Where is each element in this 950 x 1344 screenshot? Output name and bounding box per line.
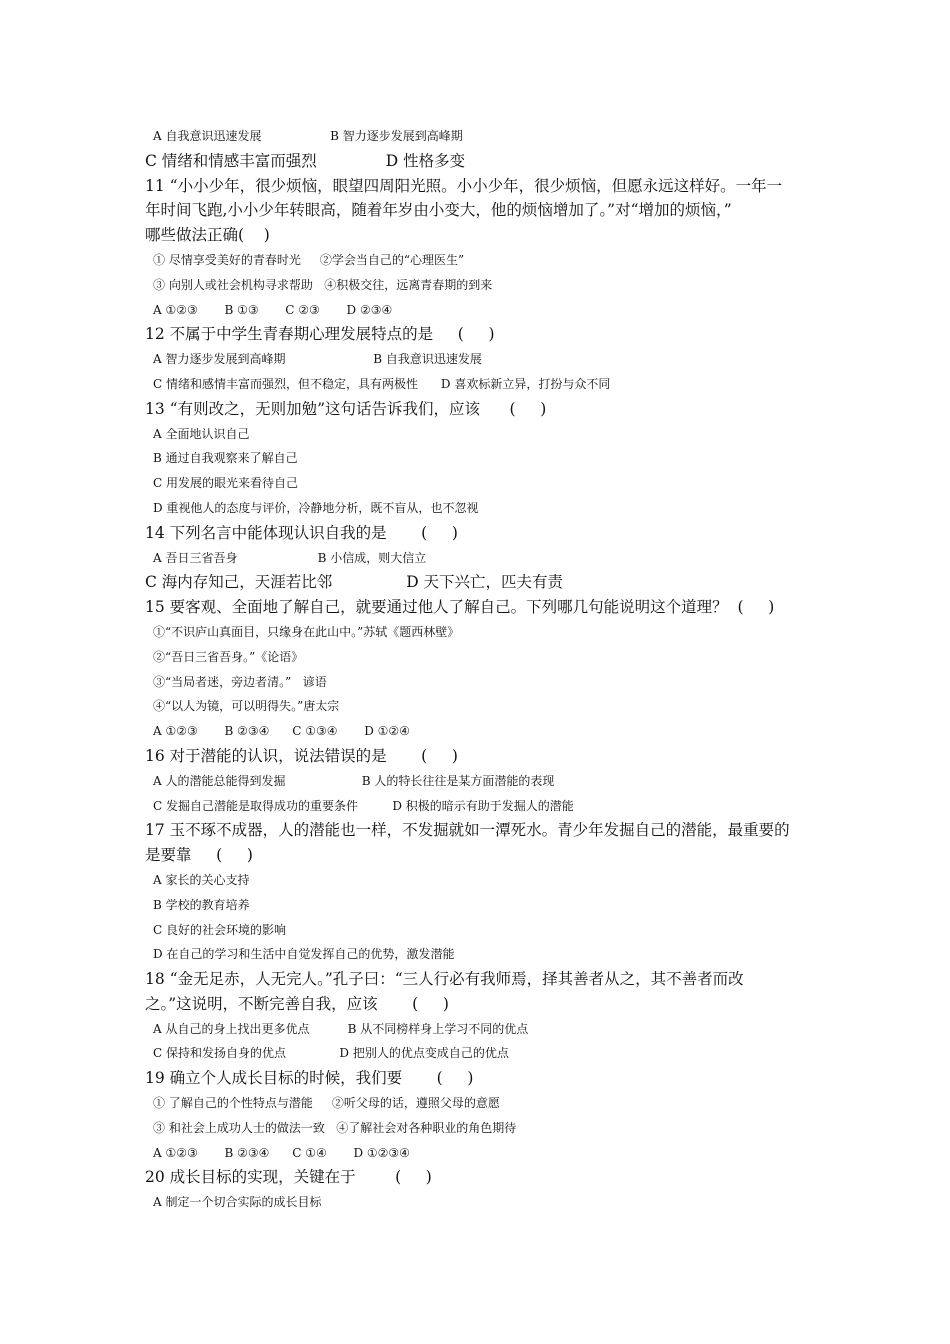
q15-quote-4: ④“以人为镜，可以明得失。”唐太宗 bbox=[153, 699, 340, 714]
q20-option-a: A 制定一个切合实际的成长目标 bbox=[153, 1195, 322, 1210]
q18-stem-line-2: 之。”这说明，不断完善自我，应该 ( ) bbox=[145, 994, 449, 1013]
q11-stem-line-3: 哪些做法正确( ) bbox=[145, 226, 270, 245]
q14-stem: 14 下列名言中能体现认识自我的是 ( ) bbox=[145, 523, 458, 542]
q15-options: A ①②③ B ②③④ C ①③④ D ①②④ bbox=[153, 724, 410, 739]
q17-stem-line-1: 17 玉不琢不成器，人的潜能也一样，不发掘就如一潭死水。青少年发掘自己的潜能，最重要的 bbox=[145, 821, 790, 840]
q18-option-cd: C 保持和发扬自身的优点 D 把别人的优点变成自己的优点 bbox=[153, 1046, 509, 1061]
q17-option-c: C 良好的社会环境的影响 bbox=[153, 922, 286, 937]
q15-quote-3: ③“当局者迷，旁边者清。” 谚语 bbox=[153, 674, 327, 689]
q15-quote-2: ②“吾日三省吾身。”《论语》 bbox=[153, 649, 304, 664]
q14-option-ab: A 吾日三省吾身 B 小信成，则大信立 bbox=[153, 550, 427, 565]
q10-option-ab: A 自我意识迅速发展 B 智力逐步发展到高峰期 bbox=[153, 129, 463, 143]
q11-stem-line-1: 11 “小小少年，很少烦恼，眼望四周阳光照。小小少年，很少烦恼，但愿永远这样好。一年一 bbox=[145, 176, 783, 195]
q19-stem: 19 确立个人成长目标的时候，我们要 ( ) bbox=[145, 1069, 474, 1088]
q15-stem: 15 要客观、全面地了解自己，就要通过他人了解自己。下列哪几句能说明这个道理？ ( ) bbox=[145, 598, 775, 617]
q11-stem-line-2: 年时间飞跑,小小少年转眼高，随着年岁由小变大，他的烦恼增加了。”对“增加的烦恼，” bbox=[145, 201, 732, 220]
q19-choices-34: ③ 和社会上成功人士的做法一致 ④了解社会对各种职业的角色期待 bbox=[153, 1120, 517, 1135]
q16-option-ab: A 人的潜能总能得到发掘 B 人的特长往往是某方面潜能的表现 bbox=[153, 773, 555, 788]
q13-option-b: B 通过自我观察来了解自己 bbox=[153, 451, 298, 466]
q13-option-c: C 用发展的眼光来看待自己 bbox=[153, 476, 298, 491]
q17-option-b: B 学校的教育培养 bbox=[153, 897, 250, 912]
q14-option-cd: C 海内存知己，天涯若比邻 D 天下兴亡，匹夫有责 bbox=[145, 573, 564, 592]
q12-stem: 12 不属于中学生青春期心理发展特点的是 ( ) bbox=[145, 325, 495, 344]
q18-option-ab: A 从自己的身上找出更多优点 B 从不同榜样身上学习不同的优点 bbox=[153, 1021, 529, 1036]
q11-choices-12: ① 尽情享受美好的青春时光 ②学会当自己的“心理医生” bbox=[153, 252, 465, 267]
q18-stem-line-1: 18 “金无足赤，人无完人。”孔子曰：“三人行必有我师焉，择其善者从之，其不善者而改 bbox=[145, 970, 744, 989]
q11-options: A ①②③ B ①③ C ②③ D ②③④ bbox=[153, 302, 393, 317]
q20-stem: 20 成长目标的实现，关键在于 ( ) bbox=[145, 1168, 432, 1187]
q17-stem-line-2: 是要靠 ( ) bbox=[145, 846, 253, 865]
q17-option-a: A 家长的关心支持 bbox=[153, 872, 250, 887]
document-page bbox=[145, 124, 810, 1215]
q19-options: A ①②③ B ②③④ C ①④ D ①②③④ bbox=[153, 1145, 410, 1160]
q19-choices-12: ① 了解自己的个性特点与潜能 ②听父母的话，遵照父母的意愿 bbox=[153, 1096, 500, 1111]
q10-option-cd: C 情绪和情感丰富而强烈 D 性格多变 bbox=[145, 151, 466, 170]
q16-option-cd: C 发掘自己潜能是取得成功的重要条件 D 积极的暗示有助于发掘人的潜能 bbox=[153, 798, 574, 813]
q13-option-d: D 重视他人的态度与评价，冷静地分析，既不盲从，也不忽视 bbox=[153, 500, 479, 515]
q13-option-a: A 全面地认识自己 bbox=[153, 426, 250, 441]
q12-option-ab: A 智力逐步发展到高峰期 B 自我意识迅速发展 bbox=[153, 352, 482, 367]
q15-quote-1: ①“不识庐山真面目，只缘身在此山中。”苏轼《题西林壁》 bbox=[153, 624, 460, 639]
q11-choices-34: ③ 向别人或社会机构寻求帮助 ④积极交往，远离青春期的到来 bbox=[153, 277, 493, 292]
q12-option-cd: C 情绪和感情丰富而强烈，但不稳定，具有两极性 D 喜欢标新立异，打扮与众不同 bbox=[153, 376, 611, 391]
q17-option-d: D 在自己的学习和生活中自觉发挥自己的优势，激发潜能 bbox=[153, 947, 455, 962]
q16-stem: 16 对于潜能的认识，说法错误的是 ( ) bbox=[145, 746, 458, 765]
q13-stem: 13 “有则改之，无则加勉”这句话告诉我们，应该 ( ) bbox=[145, 399, 547, 418]
